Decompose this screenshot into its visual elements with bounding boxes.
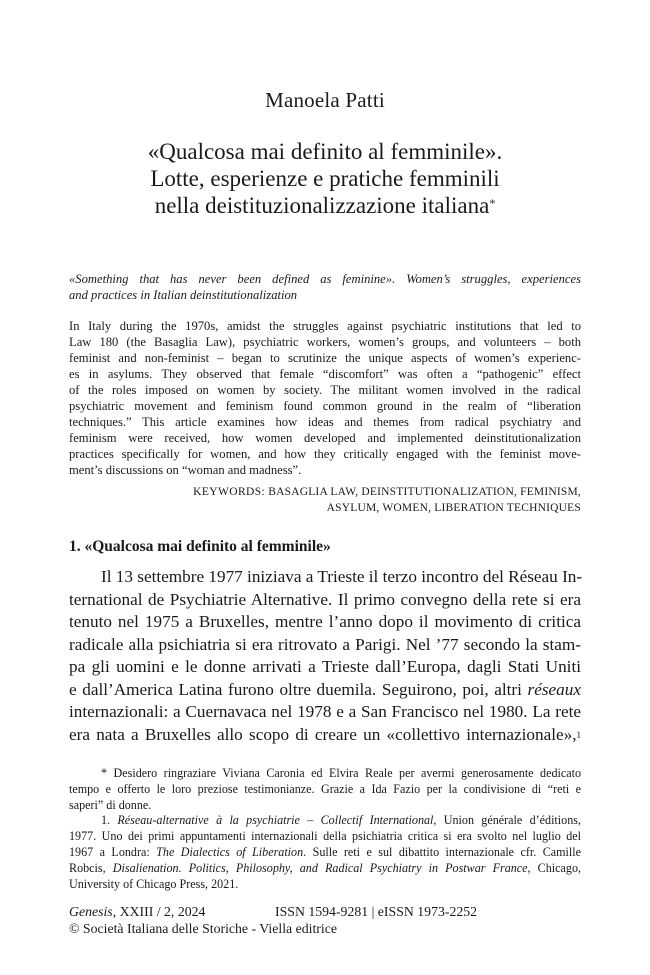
title-line — [0, 192, 650, 219]
footnotes — [69, 766, 581, 892]
body-line: Il 13 settembre 1977 iniziava a Trieste il terzo incontro del Réseau In- — [101, 567, 583, 586]
abstract-line: es in asylums. They observed that female “discomfort” was often a “pathogenic” effect — [69, 367, 581, 381]
author-name: Manoela Patti — [265, 88, 385, 112]
footnote-italic: Réseau-alternative à la psychiatrie – Collectif International — [117, 813, 434, 828]
body-line: radicale alla psichiatria si era ritrovato a Parigi. Nel ’77 secondo la stam- — [69, 634, 581, 654]
footnote-text: , Union générale d’éditions, — [433, 813, 581, 828]
footnote-line: tempo e offerto le loro preziose testimonianze. Grazie a Ida Fazio per la condivisione di “reti e — [69, 781, 581, 796]
keywords-text: BASAGLIA LAW, DEINSTITUTIONALIZATION, FEMINISM, — [268, 486, 581, 498]
abstract-line: ment’s discussions on “woman and madness”. — [69, 463, 302, 477]
issn: ISSN 1594-9281 | eISSN 1973-2252 — [275, 904, 478, 919]
abstract-line: practices specifically for women, and how they critically engaged with the feminist move- — [69, 447, 581, 461]
publisher: © Società Italiana delle Storiche - Viella editrice — [69, 921, 337, 936]
keywords-label: KEYWORDS: — [193, 486, 266, 498]
footnote-line: University of Chicago Press, 2021. — [69, 876, 239, 891]
english-title-line: and practices in Italian deinstitutionalization — [69, 288, 298, 302]
abstract-line: techniques.” This article examines how ideas and themes from radical psychiatry and — [69, 415, 581, 429]
abstract-line: feminist and non-feminist – began to scrutinize the unique aspects of women’s experienc- — [69, 351, 581, 365]
page-footer — [69, 903, 581, 937]
abstract-line: of the roles imposed on women by society. The militant women involved in the radical — [69, 383, 581, 397]
abstract — [69, 318, 581, 478]
title-line: «Qualcosa mai definito al femminile». — [147, 139, 503, 164]
article-title — [0, 138, 650, 219]
body-line-text: era nata a Bruxelles allo scopo di creare un «collettivo internazionale», — [69, 724, 577, 744]
english-title — [69, 271, 581, 303]
body-line — [69, 724, 581, 747]
abstract-line: psychiatric movement and feminism found common ground in the realm of “liberation — [69, 399, 581, 413]
body-paragraph — [69, 566, 581, 746]
title-line: Lotte, esperienze e pratiche femminili — [150, 166, 500, 191]
body-italic-word: réseaux — [527, 679, 581, 699]
body-line-text: e dall’America Latina furono oltre duemila. Seguirono, poi, altri — [69, 679, 522, 699]
abstract-line: In Italy during the 1970s, amidst the struggles against psychiatric institutions that led to — [69, 319, 581, 333]
body-line: tenuto nel 1975 a Bruxelles, mentre l’anno dopo il movimento di critica — [69, 612, 581, 631]
title-line-text: nella deistituzionalizzazione italiana — [154, 193, 490, 218]
footnote-line: 1977. Uno dei primi appuntamenti internazionali della psichiatria critica si era svolto nel luglio del — [69, 829, 581, 844]
footnote-text: 1967 a Londra: — [69, 844, 150, 859]
body-line: pa gli uomini e le donne arrivati a Trieste dall’Europa, dagli Stati Uniti — [69, 657, 581, 676]
body-line: ternational de Psychiatrie Alternative. Il primo convegno della rete si era — [69, 589, 581, 609]
footnote-text: Robcis, — [69, 860, 106, 875]
footnote-line: * Desidero ringraziare Viviana Caronia ed Elvira Reale per avermi generosamente dedicato — [101, 766, 581, 780]
body-line — [69, 679, 581, 702]
footer-row — [69, 903, 581, 920]
footnote-line — [69, 861, 581, 877]
journal-issue: , XXIII / 2, 2024 — [112, 904, 206, 919]
keywords-line — [69, 484, 581, 500]
section-heading: 1. «Qualcosa mai definito al femminile» — [69, 538, 331, 555]
journal-citation — [69, 904, 205, 919]
abstract-line: feminism were received, how women developed and implemented deinstitutionalization — [69, 431, 581, 445]
footnote-text: , Chicago, — [527, 860, 582, 875]
footnote-ref[interactable]: 1 — [576, 729, 581, 740]
body-line: internazionali: a Cuernavaca nel 1978 e a San Francisco nel 1980. La rete — [69, 702, 581, 721]
title-footnote-mark: * — [489, 196, 496, 210]
keywords-line: ASYLUM, WOMEN, LIBERATION TECHNIQUES — [326, 502, 581, 514]
footnote-line — [69, 813, 581, 829]
journal-name: Genesis — [69, 904, 113, 919]
footnote-number: 1. — [101, 813, 111, 828]
keywords — [69, 484, 581, 516]
abstract-line: Law 180 (the Basaglia Law), psychiatric workers, women’s groups, and volunteers – both — [69, 335, 581, 349]
footnote-line: saperi” di donne. — [69, 797, 152, 812]
footnote-italic: The Dialectics of Liberation — [156, 844, 304, 859]
footnote-italic: Disalienation. Politics, Philosophy, and Radical Psychiatry in Postwar France — [112, 860, 528, 875]
english-title-line: «Something that has never been defined as feminine». Women’s struggles, experiences — [69, 272, 581, 286]
footnote-line — [69, 845, 581, 861]
footnote-text: . Sulle reti e sul dibattito internazionale cfr. Camille — [303, 844, 581, 859]
